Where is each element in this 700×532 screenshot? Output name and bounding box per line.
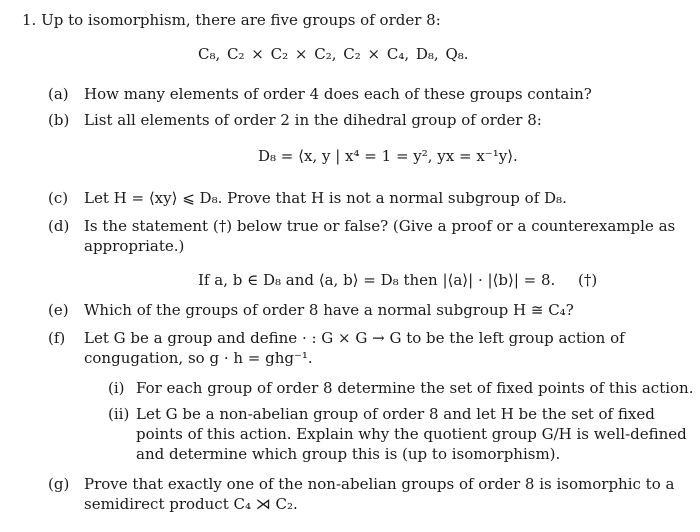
item-f-ii-line3: and determine which group this is (up to isomorphism).: [136, 445, 561, 463]
item-f-i: [108, 378, 693, 398]
item-e-text: Which of the groups of order 8 have a normal subgroup H ≅ C₄?: [84, 301, 574, 319]
item-b: [48, 110, 542, 130]
statement-dagger: If a, b ∈ D₈ and ⟨a, b⟩ = D₈ then |⟨a⟩| · |⟨b⟩| = 8.: [198, 271, 556, 289]
item-d-label: (d): [48, 217, 70, 235]
item-f-line1: Let G be a group and define · : G × G → G to be the left group action of: [84, 329, 625, 347]
item-g-line1: Prove that exactly one of the non-abelian groups of order 8 is isomorphic to a: [84, 475, 675, 493]
item-g: [48, 474, 674, 494]
item-f-i-label: (i): [108, 379, 125, 397]
item-a-text: How many elements of order 4 does each of these groups contain?: [84, 85, 592, 103]
item-f-ii-line1: Let G be a non-abelian group of order 8 and let H be the set of fixed: [136, 405, 655, 423]
dagger-tag: (†): [578, 271, 598, 289]
item-f-ii-label: (ii): [108, 405, 130, 423]
item-c-text: Let H = ⟨xy⟩ ⩽ D₈. Prove that H is not a normal subgroup of D₈.: [84, 189, 567, 207]
problem-intro: 1. Up to isomorphism, there are five groups of order 8:: [22, 11, 441, 29]
item-f-label: (f): [48, 329, 66, 347]
item-e: [48, 300, 574, 320]
item-f-ii: [108, 404, 655, 424]
item-f-line2: congugation, so g · h = ghg⁻¹.: [84, 349, 313, 367]
item-d-line2: appropriate.): [84, 237, 185, 255]
item-d-line1: Is the statement (†) below true or false? (Give a proof or a counterexample as: [84, 217, 676, 235]
item-c-label: (c): [48, 189, 69, 207]
item-a: [48, 84, 592, 104]
item-a-label: (a): [48, 85, 69, 103]
d8-presentation: D₈ = ⟨x, y | x⁴ = 1 = y², yx = x⁻¹y⟩.: [258, 147, 518, 165]
item-d: [48, 216, 675, 236]
item-f: [48, 328, 625, 348]
groups-list: C₈, C₂ × C₂ × C₂, C₂ × C₄, D₈, Q₈.: [198, 45, 469, 63]
item-f-ii-line2: points of this action. Explain why the quotient group G/H is well-defined: [136, 425, 687, 443]
item-e-label: (e): [48, 301, 69, 319]
item-f-i-text: For each group of order 8 determine the set of fixed points of this action.: [136, 379, 694, 397]
item-b-text: List all elements of order 2 in the dihedral group of order 8:: [84, 111, 542, 129]
item-b-label: (b): [48, 111, 70, 129]
item-g-line2: semidirect product C₄ ⋊ C₂.: [84, 495, 298, 513]
item-g-label: (g): [48, 475, 70, 493]
item-c: [48, 188, 567, 208]
